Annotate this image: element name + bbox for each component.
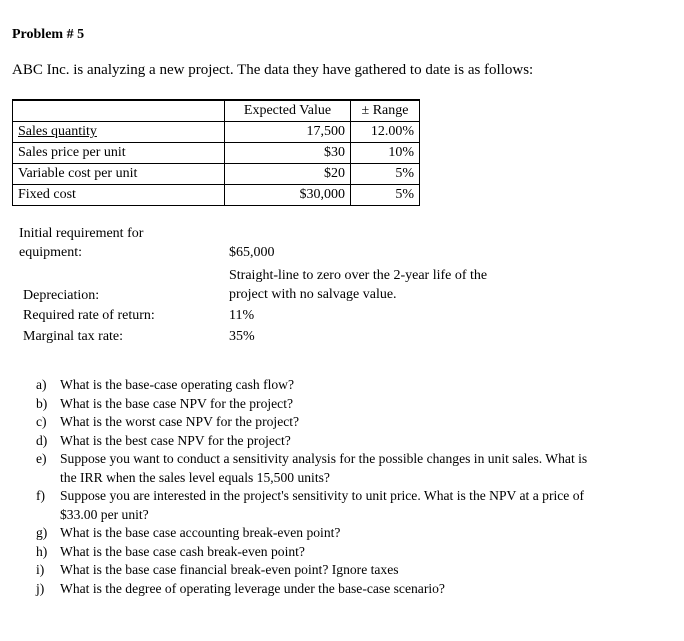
item-marker: e) (36, 451, 47, 466)
row-expected-value: 17,500 (225, 122, 351, 143)
list-item (36, 524, 636, 543)
item-text: What is the base case cash break-even point? (60, 543, 305, 559)
header-range: ± Range (351, 100, 420, 122)
header-expected-value: Expected Value (225, 100, 351, 122)
item-marker: f) (36, 488, 46, 503)
item-text: What is the base case NPV for the project? (60, 395, 294, 411)
item-text: What is the best case NPV for the project? (60, 432, 291, 448)
tax-value: 35% (229, 329, 255, 344)
return-label: Required rate of return: (23, 308, 155, 323)
list-item (36, 487, 636, 524)
depreciation-value-line1: Straight-line to zero over the 2-year life of the (229, 268, 488, 283)
list-item (36, 561, 636, 580)
depreciation-value-line2: project with no salvage value. (229, 287, 397, 302)
item-marker: j) (36, 580, 45, 596)
row-range: 5% (351, 164, 420, 185)
row-label: Sales price per unit (13, 143, 225, 164)
equipment-label-line2: equipment: (19, 245, 82, 260)
item-text: Suppose you want to conduct a sensitivity analysis for the possible changes in unit sales. What is (60, 451, 588, 466)
problem-title: Problem # 5 (12, 27, 85, 42)
row-range: 5% (351, 185, 420, 206)
item-text: What is the base-case operating cash flow? (60, 377, 295, 392)
item-marker: a) (36, 377, 47, 392)
table-row (13, 122, 420, 143)
item-text-continued: the IRR when the sales level equals 15,500 units? (60, 469, 330, 485)
item-marker: h) (36, 543, 48, 559)
item-text: What is the worst case NPV for the project? (60, 414, 300, 429)
depreciation-label: Depreciation: (23, 288, 100, 303)
item-marker: g) (36, 525, 48, 540)
item-marker: i) (36, 562, 45, 577)
list-item (36, 450, 636, 487)
list-item (36, 376, 636, 395)
question-list (36, 376, 636, 598)
tax-label: Marginal tax rate: (23, 329, 124, 344)
item-text: Suppose you are interested in the project's sensitivity to unit price. What is the NPV at a price of (60, 488, 585, 503)
list-item (36, 543, 636, 562)
project-data-table (12, 99, 420, 206)
item-marker: c) (36, 414, 47, 429)
row-range: 10% (351, 143, 420, 164)
item-marker: d) (36, 432, 48, 448)
equipment-value: $65,000 (229, 245, 275, 260)
item-text: What is the degree of operating leverage under the base-case scenario? (60, 580, 445, 596)
intro-text: ABC Inc. is analyzing a new project. The data they have gathered to date is as follows: (12, 62, 534, 78)
item-text: What is the base case financial break-even point? Ignore taxes (60, 562, 399, 577)
row-label: Variable cost per unit (13, 164, 225, 185)
item-text-continued: $33.00 per unit? (60, 506, 149, 522)
equipment-label-line1: Initial requirement for (19, 226, 144, 241)
return-value: 11% (229, 308, 255, 323)
item-text: What is the base case accounting break-even point? (60, 525, 341, 540)
table-row (13, 185, 420, 206)
table-row (13, 164, 420, 185)
row-expected-value: $20 (225, 164, 351, 185)
table-row (13, 143, 420, 164)
row-range: 12.00% (351, 122, 420, 143)
row-label: Fixed cost (13, 185, 225, 206)
header-blank-cell (13, 100, 225, 122)
list-item (36, 395, 636, 414)
list-item (36, 413, 636, 432)
row-expected-value: $30,000 (225, 185, 351, 206)
list-item (36, 580, 636, 599)
row-label: Sales quantity (13, 122, 225, 143)
table-header-row (13, 100, 420, 122)
row-expected-value: $30 (225, 143, 351, 164)
item-marker: b) (36, 395, 48, 411)
list-item (36, 432, 636, 451)
